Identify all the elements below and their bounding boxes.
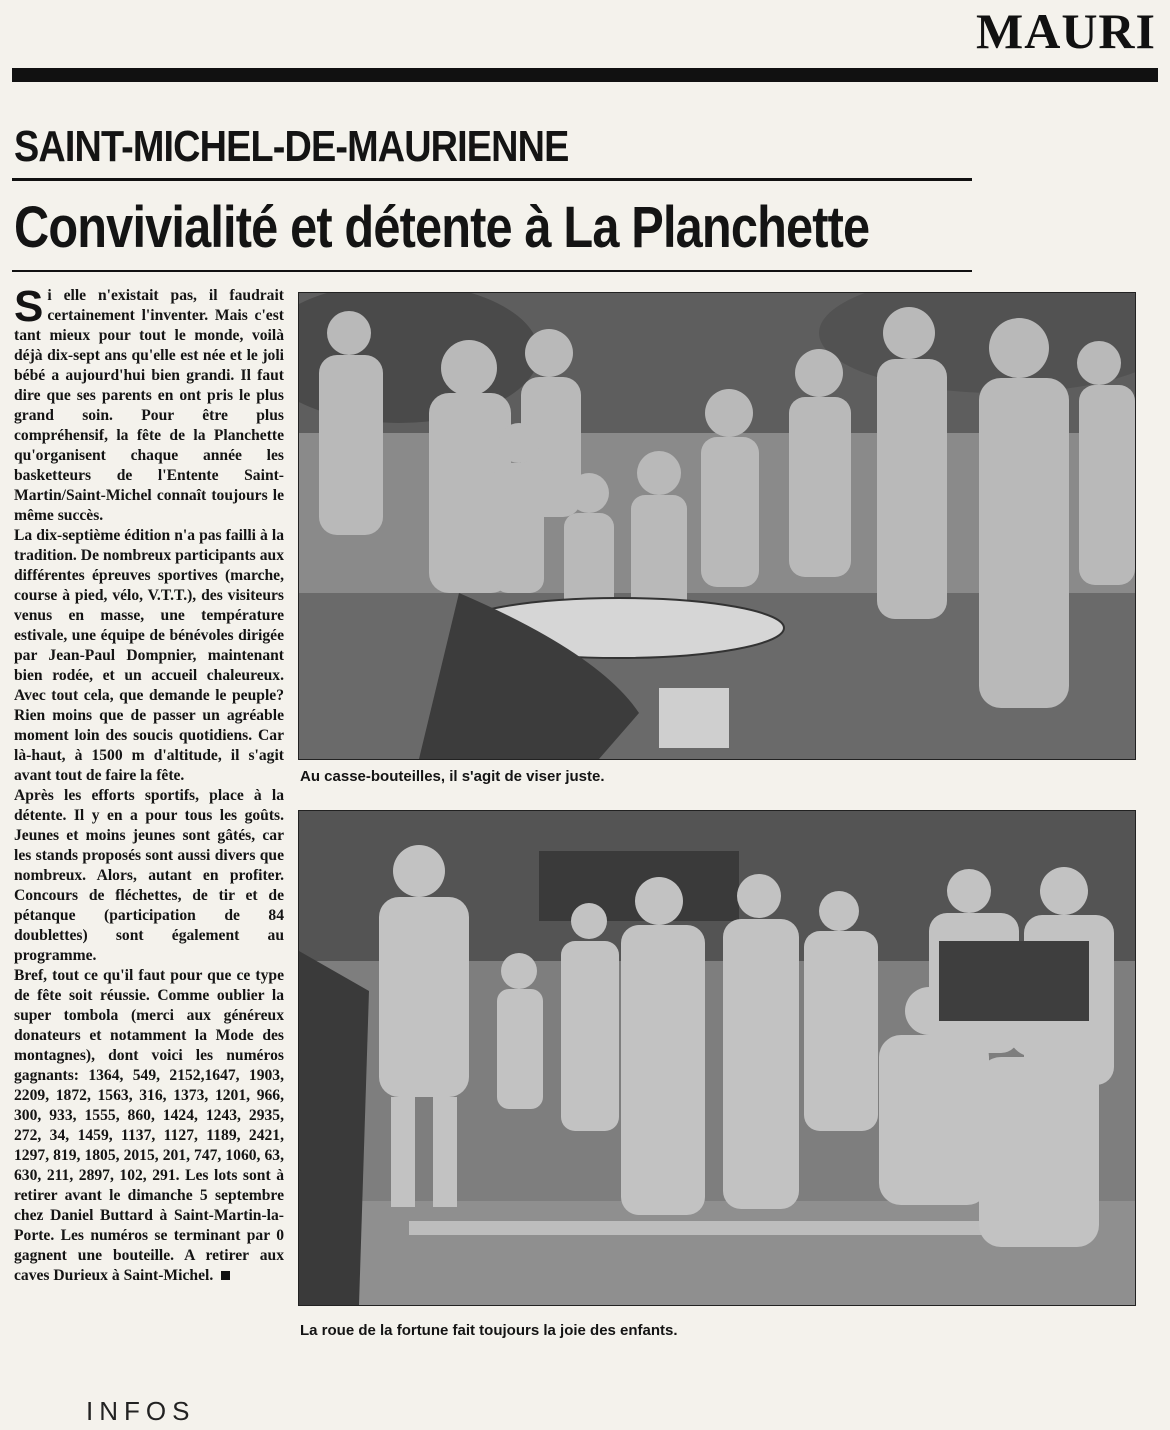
article-paragraph-4 [14, 966, 284, 1286]
article-paragraph-3: Après les efforts sportifs, place à la détente. Il y en a pour tous les goûts. Jeunes et moins jeunes sont gâtés, car les stands proposés sont aussi divers que nombreux. Alors, autant en profiter. Concours de fléchettes, de tir et de pétanque (participation de 84 doublettes) sont également au programme. [14, 787, 284, 964]
photo-2-illustration [299, 811, 1135, 1305]
photo-petanque-group [298, 810, 1136, 1306]
paragraph-1-text: i elle n'existait pas, il faudrait certainement l'inventer. Mais c'est tant mieux pour tout le monde, voilà déjà dix-sept ans qu'elle est née et le joli bébé a aujourd'hui bien grandi. Il faut dire que ses parents en ont pris le plus grand soin. Pour être plus compréhensif, la fête de la Planchette qu'organisent chaque année les basketteurs de l'Entente Saint-Martin/Saint-Michel connaît toujours le même succès. [14, 287, 284, 524]
article-body [14, 282, 284, 1286]
photo-2-caption: La roue de la fortune fait toujours la joie des enfants. [300, 1322, 678, 1339]
photo-1-caption: Au casse-bouteilles, il s'agit de viser juste. [300, 768, 605, 785]
masthead-section-name: MAURI [976, 3, 1156, 59]
top-rule [12, 68, 1158, 82]
article-paragraph-2: La dix-septième édition n'a pas failli à la tradition. De nombreux participants aux différentes épreuves sportives (marche, course à pied, vélo, V.T.T.), des visiteurs venus en masse, une température estivale, une équipe de bénévoles dirigée par Jean-Paul Dompnier, maintenant bien rodée, et un accueil chaleureux. Avec tout cela, que demande le peuple? Rien moins que de passer un agréable moment loin des soucis quotidiens. Car là-haut, à 1500 m d'altitude, il s'agit avant tout de faire la fête. [14, 527, 284, 784]
article-paragraph-1 [14, 282, 284, 526]
article-kicker: SAINT-MICHEL-DE-MAURIENNE [14, 122, 569, 171]
paragraph-4-text: Bref, tout ce qu'il faut pour que ce type de fête soit réussie. Comme oublier la super tombola (merci aux généreux donateurs et notamment la Mode des montagnes), dont voici les numéros gagnants: 1364, 549, 2152,1647, 1903, 2209, 1872, 1563, 316, 1373, 1201, 966, 300, 933, 1555, 860, 1424, 1243, 2935, 272, 34, 1459, 1137, 1127, 1189, 2421, 1297, 819, 1805, 2015, 201, 747, 1060, 63, 630, 211, 2897, 102, 291. Les lots sont à retirer avant le dimanche 5 septembre chez Daniel Buttard à Saint-Martin-la-Porte. Les numéros se terminant par 0 gagnent une bouteille. A retirer aux caves Durieux à Saint-Michel. [14, 967, 284, 1284]
drop-cap: S [14, 282, 44, 331]
headline-rule [12, 270, 972, 272]
photo-bottle-game-crowd [298, 292, 1136, 760]
end-of-article-mark [221, 1271, 230, 1280]
kicker-underline [12, 178, 972, 181]
footer-section-label: INFOS [86, 1396, 196, 1426]
photo-1-illustration [299, 293, 1135, 759]
article-headline: Convivialité et détente à La Planchette [14, 195, 870, 260]
